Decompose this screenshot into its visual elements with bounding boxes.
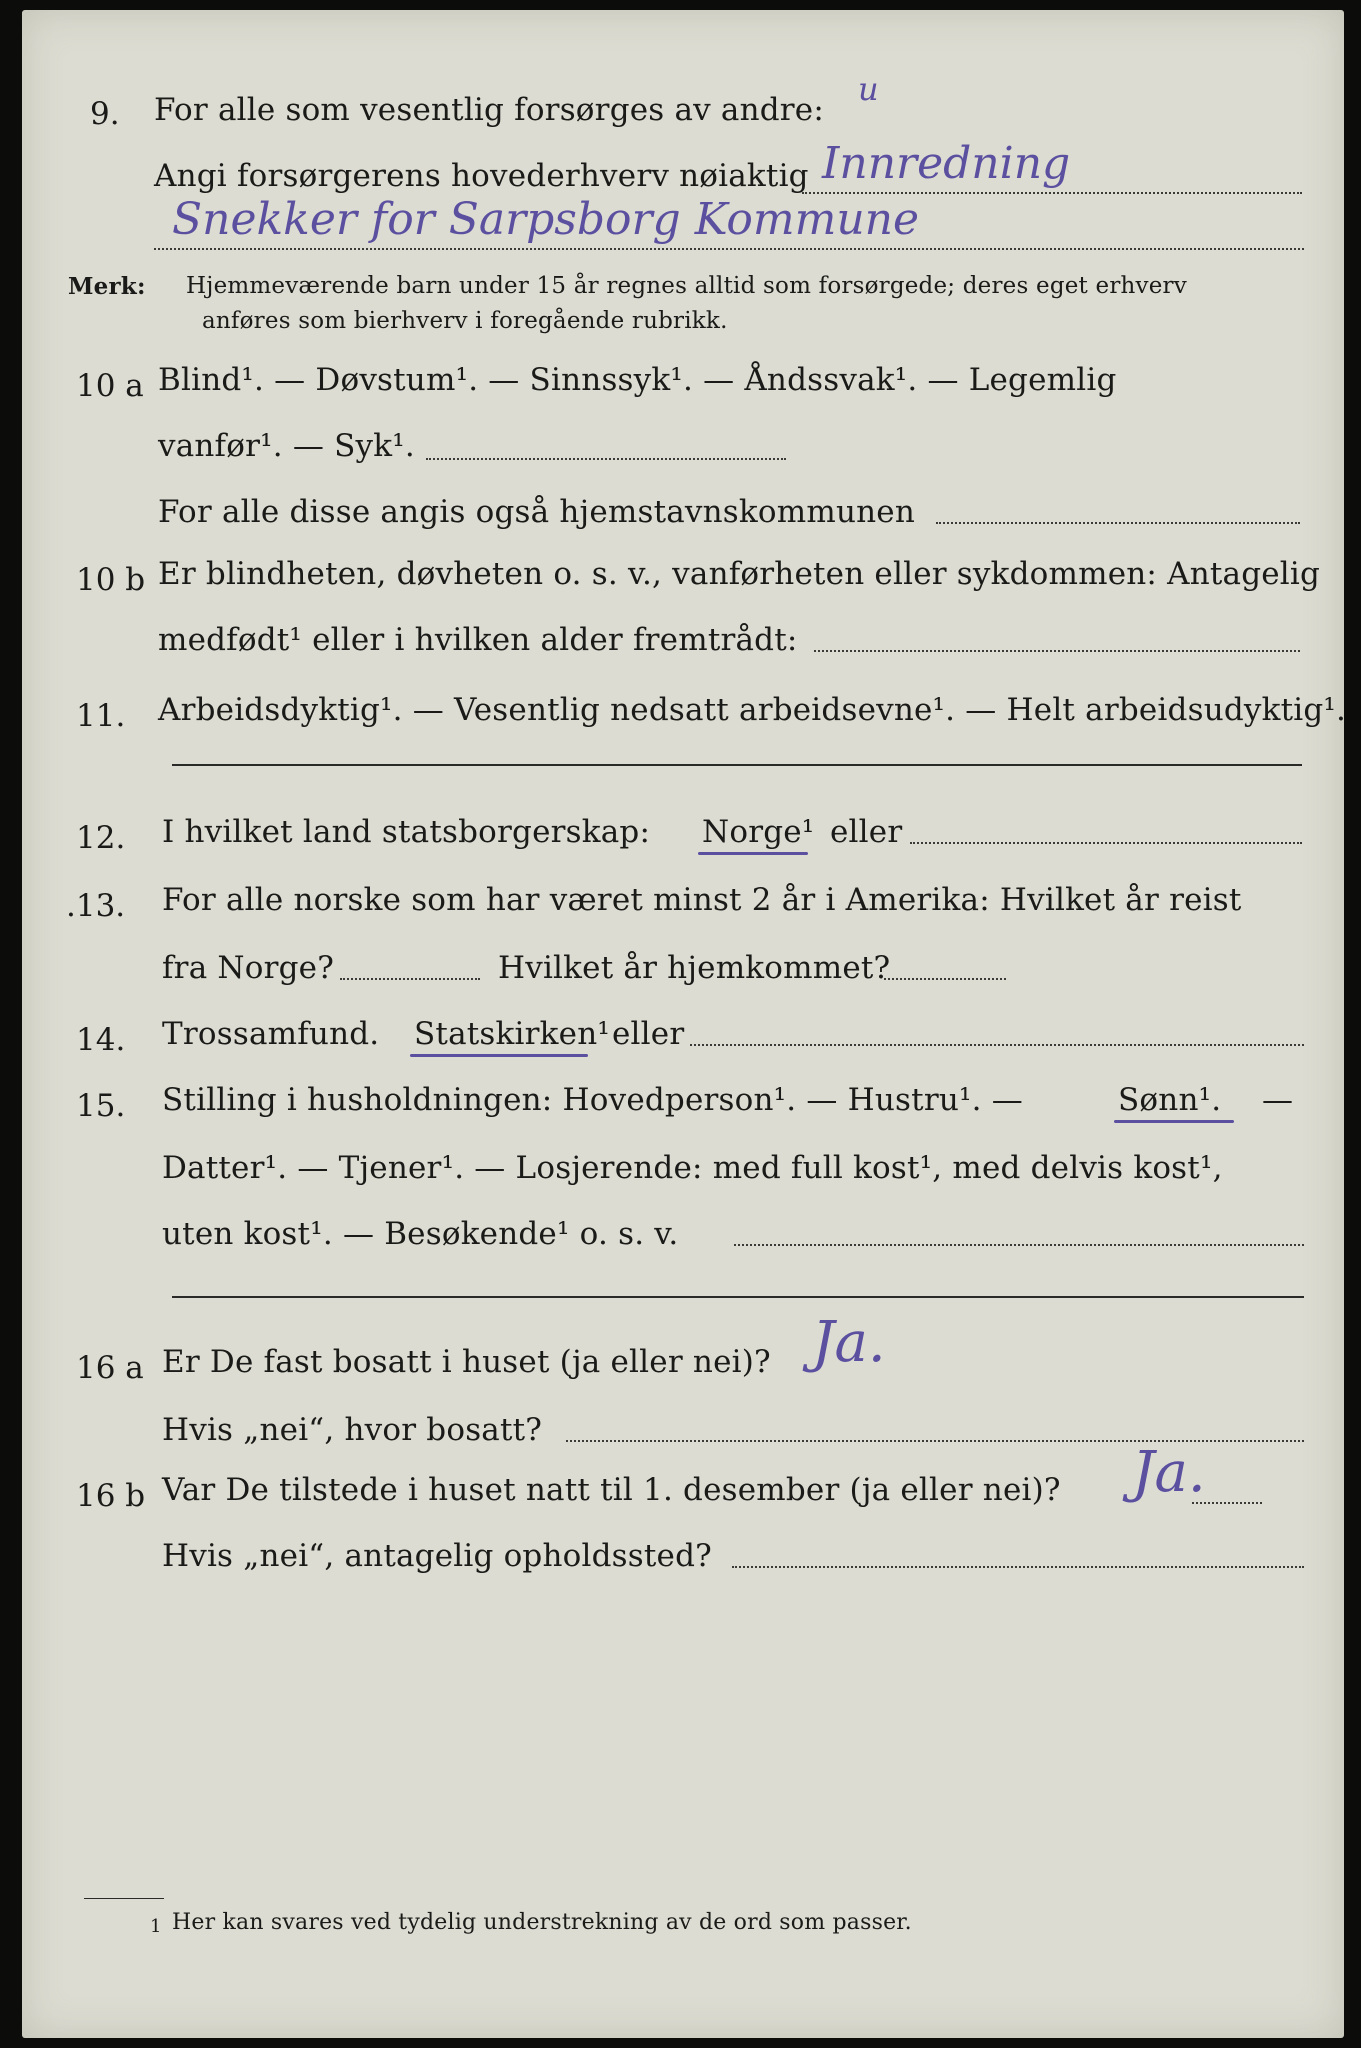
q15-underline <box>1114 1120 1234 1123</box>
footnote-mark: 1 <box>150 1916 162 1937</box>
merk-line1: Hjemmeværende barn under 15 år regnes alltid som forsørgede; deres eget erhverv <box>186 273 1187 299</box>
q15-line3: uten kost¹. — Besøkende¹ o. s. v. <box>162 1216 679 1252</box>
q10a-line3: For alle disse angis også hjemstavnskommunen <box>158 494 915 530</box>
q9-answer1: Innredning <box>822 138 1071 189</box>
footnote-text: Her kan svares ved tydelig understrekning av de ord som passer. <box>172 1910 912 1935</box>
q14-option-statskirken: Statskirken¹ <box>414 1016 610 1052</box>
footnote-rule <box>84 1898 164 1899</box>
q12-label: I hvilket land statsborgerskap: <box>162 814 651 850</box>
q16b-line2: Hvis „nei“, antagelig opholdssted? <box>162 1538 712 1574</box>
q14-underline <box>410 1054 588 1057</box>
q16a-line1: Er De fast bosatt i huset (ja eller nei)? <box>162 1344 771 1380</box>
q9-answer2: Snekker for Sarpsborg Kommune <box>172 194 920 245</box>
q9-label2: Angi forsørgerens hovederhverv nøiaktig <box>154 158 809 194</box>
q9-number: 9. <box>90 96 120 132</box>
q16b-line1: Var De tilstede i huset natt til 1. desember (ja eller nei)? <box>162 1472 1061 1508</box>
q14-after: eller <box>612 1016 685 1052</box>
q12-after: eller <box>830 814 903 850</box>
q10a-line1: Blind¹. — Døvstum¹. — Sinnssyk¹. — Åndssvak¹. — Legemlig <box>158 362 1117 398</box>
q9-answer-line2 <box>154 248 1304 250</box>
q15-line1c: — <box>1262 1082 1294 1118</box>
q16a-line2: Hvis „nei“, hvor bosatt? <box>162 1412 543 1448</box>
merk-line2: anføres som bierhverv i foregående rubrikk. <box>202 308 728 334</box>
q9-label: For alle som vesentlig forsørges av andre: <box>154 92 824 128</box>
q13-line2a: fra Norge? <box>162 950 335 986</box>
q10a-number: 10 a <box>76 368 144 404</box>
q13-line2b: Hvilket år hjemkommet? <box>498 950 891 986</box>
merk-label: Merk: <box>68 273 146 300</box>
q15-number: 15. <box>76 1088 126 1124</box>
q12-underline <box>698 852 808 855</box>
q14-label: Trossamfund. <box>162 1016 380 1052</box>
q12-option-norge: Norge¹ <box>702 814 815 850</box>
q16b-number: 16 b <box>76 1478 146 1514</box>
q15-line1a: Stilling i husholdningen: Hovedperson¹. — Hustru¹. — <box>162 1082 1023 1118</box>
q10b-line1: Er blindheten, døvheten o. s. v., vanførheten eller sykdommen: Antagelig <box>158 556 1321 592</box>
form-page <box>22 10 1347 2038</box>
q15-answer-line <box>172 1296 1304 1298</box>
q10a-line2: vanfør¹. — Syk¹. <box>158 428 415 464</box>
q12-number: 12. <box>76 820 126 856</box>
q13-line1: For alle norske som har været minst 2 år i Amerika: Hvilket år reist <box>162 882 1242 918</box>
q16b-answer: Ja. <box>1132 1440 1206 1505</box>
q15-option-sonn: Sønn¹. <box>1118 1082 1222 1118</box>
q15-line2: Datter¹. — Tjener¹. — Losjerende: med full kost¹, med delvis kost¹, <box>162 1150 1223 1186</box>
q14-number: 14. <box>76 1022 126 1058</box>
q11-answer-line <box>172 764 1302 766</box>
q10b-number: 10 b <box>76 562 146 598</box>
q16a-answer: Ja. <box>812 1310 886 1375</box>
q9-handwritten-mark: u <box>858 70 879 108</box>
q13-number: .13. <box>66 888 126 924</box>
q16a-number: 16 a <box>76 1350 144 1386</box>
q11-number: 11. <box>76 698 126 734</box>
q10b-line2: medfødt¹ eller i hvilken alder fremtrådt: <box>158 622 798 658</box>
q11-line1: Arbeidsdyktig¹. — Vesentlig nedsatt arbeidsevne¹. — Helt arbeidsudyktig¹. <box>158 692 1347 728</box>
